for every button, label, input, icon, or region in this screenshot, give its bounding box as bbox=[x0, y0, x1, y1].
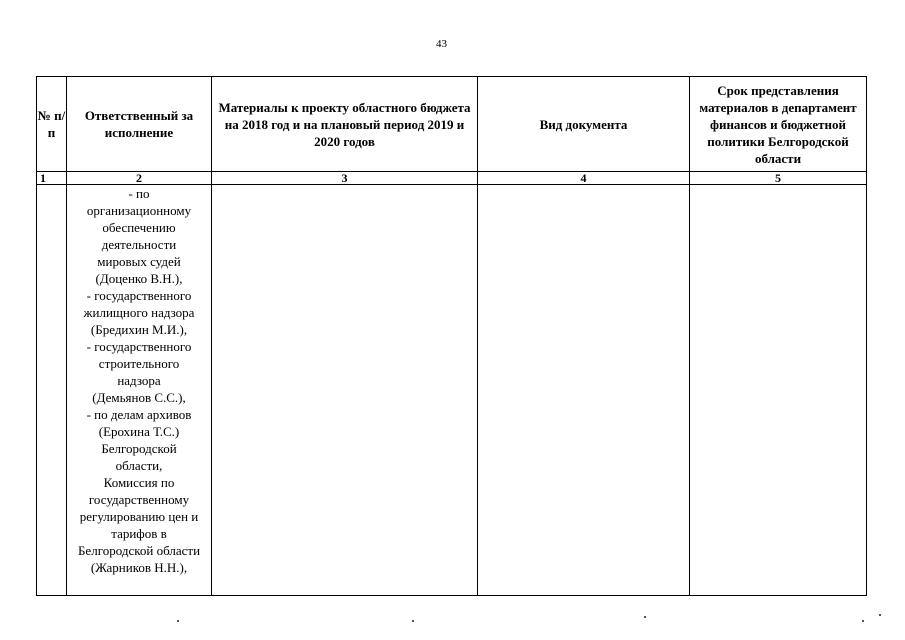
responsible-line: Белгородской области bbox=[77, 543, 201, 558]
header-responsible: Ответственный за исполнение bbox=[67, 77, 212, 172]
row-number-cell bbox=[37, 185, 67, 596]
column-number-3: 3 bbox=[212, 172, 478, 185]
responsible-line: (Жарников Н.Н.), bbox=[90, 560, 188, 575]
scan-speck bbox=[879, 614, 881, 616]
responsible-line: жилищного надзора bbox=[83, 305, 195, 320]
responsible-line: строительного bbox=[98, 356, 180, 371]
table-header-row bbox=[37, 77, 867, 172]
responsible-line: (Ерохина Т.С.) bbox=[98, 424, 180, 439]
responsible-line: государственному bbox=[88, 492, 190, 507]
table-row bbox=[37, 185, 867, 596]
responsible-line: Белгородской bbox=[101, 441, 177, 456]
header-materials: Материалы к проекту областного бюджета на 2018 год и на плановый период 2019 и 2020 годов bbox=[212, 77, 478, 172]
column-numbers-row bbox=[37, 172, 867, 185]
responsible-line: обеспечению bbox=[102, 220, 176, 235]
responsible-line: организационному bbox=[86, 203, 192, 218]
responsible-line: Комиссия по bbox=[103, 475, 175, 490]
responsible-cell bbox=[67, 185, 212, 596]
column-number-1: 1 bbox=[37, 172, 67, 185]
responsible-line: - по bbox=[128, 186, 150, 201]
responsible-line: тарифов в bbox=[111, 526, 167, 541]
responsible-line: (Доценко В.Н.), bbox=[95, 271, 183, 286]
page-number: 43 bbox=[436, 38, 447, 50]
column-number-5: 5 bbox=[690, 172, 867, 185]
responsible-line: (Демьянов С.С.), bbox=[92, 390, 186, 405]
responsible-line: регулированию цен и bbox=[79, 509, 199, 524]
scan-speck bbox=[412, 620, 414, 622]
deadline-cell bbox=[690, 185, 867, 596]
responsible-line: надзора bbox=[117, 373, 161, 388]
scan-speck bbox=[862, 620, 864, 622]
header-document-type: Вид документа bbox=[478, 77, 690, 172]
responsible-line: - государственного bbox=[86, 339, 192, 354]
materials-cell bbox=[212, 185, 478, 596]
scan-speck bbox=[644, 616, 646, 618]
header-deadline: Срок представления материалов в департамент финансов и бюджетной политики Белгородской области bbox=[690, 77, 867, 172]
column-number-4: 4 bbox=[478, 172, 690, 185]
header-number: № п/п bbox=[37, 77, 67, 172]
column-number-2: 2 bbox=[67, 172, 212, 185]
responsible-line: деятельности bbox=[101, 237, 177, 252]
scan-specks bbox=[0, 612, 905, 632]
materials-table bbox=[36, 76, 867, 596]
responsible-line: - государственного bbox=[86, 288, 192, 303]
responsible-line: (Бредихин М.И.), bbox=[90, 322, 188, 337]
responsible-line: области, bbox=[115, 458, 163, 473]
document-type-cell bbox=[478, 185, 690, 596]
responsible-line: - по делам архивов bbox=[86, 407, 192, 422]
responsible-line: мировых судей bbox=[97, 254, 181, 269]
scan-speck bbox=[177, 620, 179, 622]
